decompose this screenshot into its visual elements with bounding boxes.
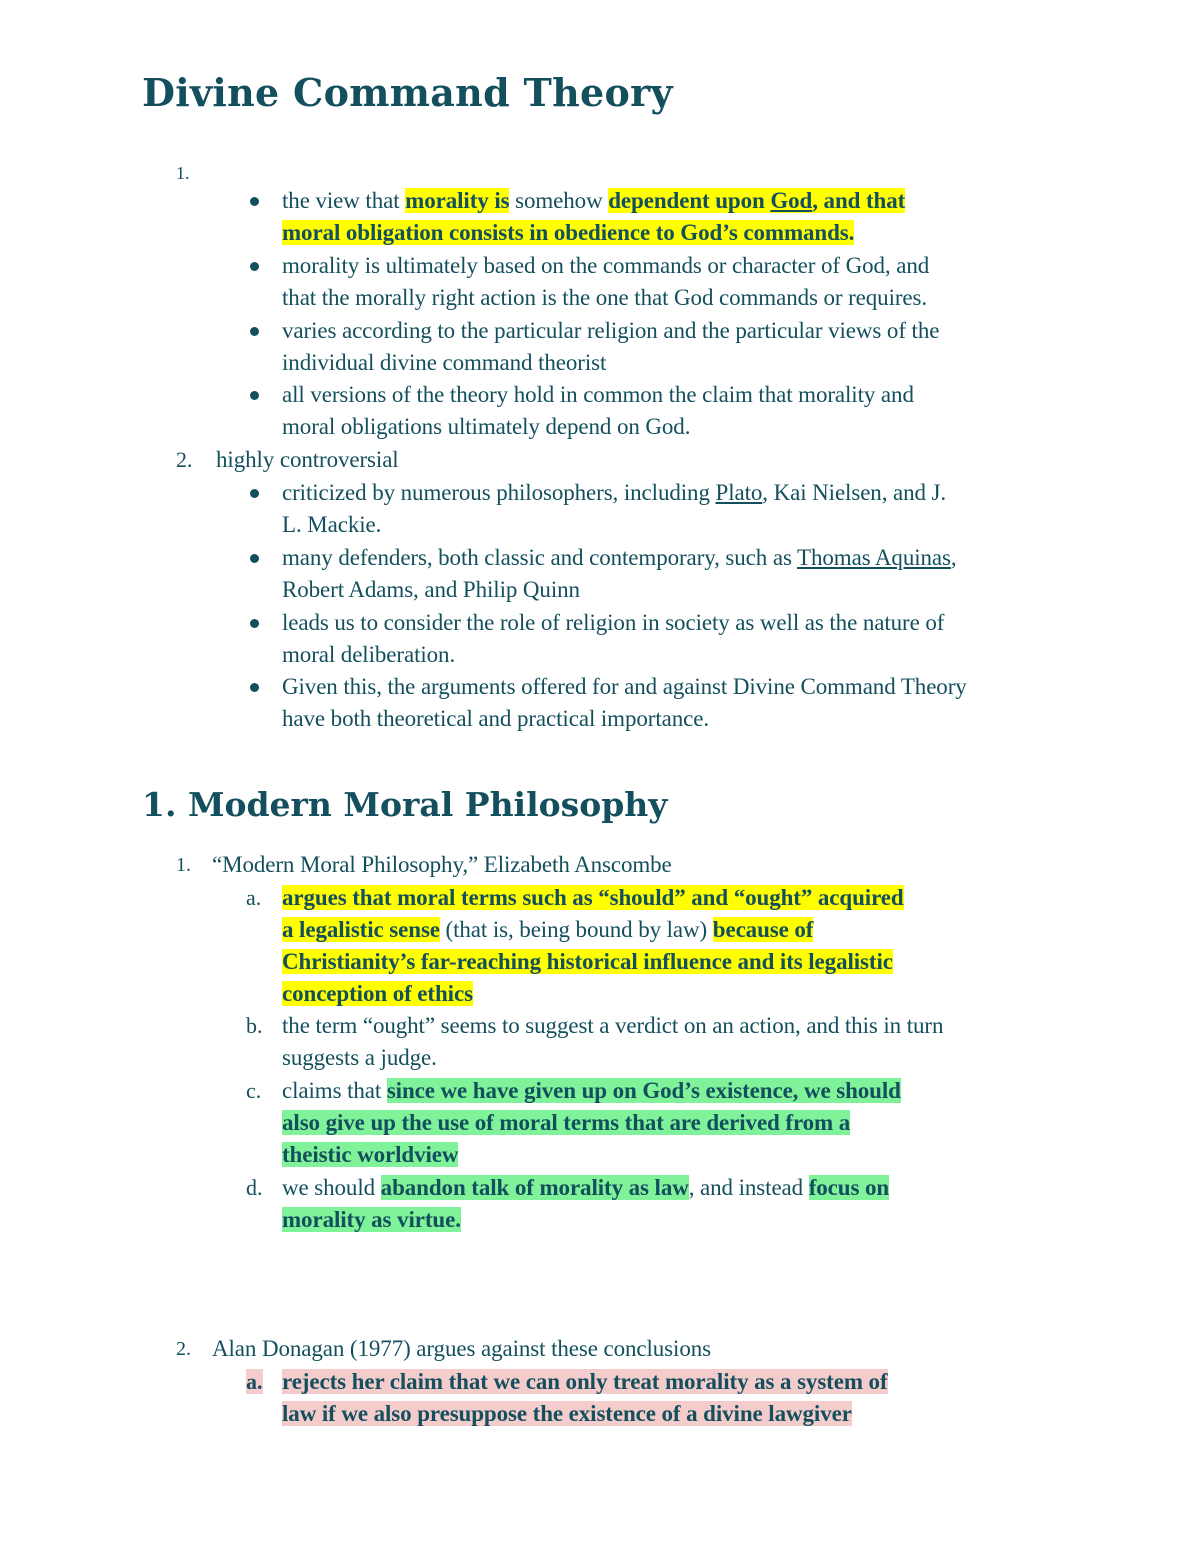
list-item-line: rejects her claim that we can only treat morality as a system of [282, 1369, 888, 1394]
list-item-line: conception of ethics [282, 981, 473, 1006]
list-item-line: suggests a judge. [282, 1045, 437, 1070]
list-marker: 2. [176, 447, 193, 472]
list-item-line: theistic worldview [282, 1142, 459, 1167]
god-link[interactable]: God [770, 188, 813, 213]
list-item-text: “Modern Moral Philosophy,” Elizabeth Anscombe [212, 852, 672, 877]
list-item-line: the term “ought” seems to suggest a verdict on an action, and this in turn [282, 1013, 944, 1038]
bullet-icon [250, 554, 259, 563]
list-item-line: all versions of the theory hold in common the claim that morality and [282, 382, 914, 407]
list-item-line: Christianity’s far-reaching historical influence and its legalistic [282, 949, 893, 974]
list-item-line: criticized by numerous philosophers, including Plato, Kai Nielsen, and J. [282, 480, 947, 505]
list-marker: c. [246, 1078, 262, 1103]
plato-link[interactable]: Plato [715, 480, 763, 505]
list-item-line: morality as virtue. [282, 1207, 461, 1232]
list-item-line: argues that moral terms such as “should” and “ought” acquired [282, 885, 904, 910]
list-item-line: a legalistic sense (that is, being bound by law) because of [282, 917, 814, 942]
list-item-line: L. Mackie. [282, 512, 382, 537]
list-marker: 2. [176, 1338, 191, 1360]
list-item-line: moral obligation consists in obedience to God’s commands. [282, 220, 855, 245]
list-item-line: we should abandon talk of morality as law, and instead focus on [282, 1175, 890, 1200]
bullet-icon [250, 489, 259, 498]
list-item-line: individual divine command theorist [282, 350, 607, 375]
list-item-line: moral obligations ultimately depend on God. [282, 414, 691, 439]
list-item-line: law if we also presuppose the existence of a divine lawgiver [282, 1401, 852, 1426]
list-item-line: moral deliberation. [282, 642, 456, 667]
list-marker: d. [246, 1175, 263, 1200]
list-marker: a. [246, 1369, 263, 1394]
bullet-icon [250, 262, 259, 271]
bullet-icon [250, 391, 259, 400]
list-marker: a. [246, 885, 262, 910]
list-item-line: morality is ultimately based on the commands or character of God, and [282, 253, 930, 278]
list-marker: 1. [176, 163, 190, 183]
list-item-text: highly controversial [216, 447, 399, 472]
list-item-line: that the morally right action is the one that God commands or requires. [282, 285, 928, 310]
list-item-text: Alan Donagan (1977) argues against these conclusions [212, 1336, 711, 1361]
bullet-icon [250, 327, 259, 336]
list-item-line: many defenders, both classic and contemporary, such as Thomas Aquinas, [282, 545, 957, 570]
list-item-line: the view that morality is somehow dependent upon God, and that [282, 188, 906, 213]
bullet-icon [250, 197, 259, 206]
list-marker: 1. [176, 854, 191, 876]
document-title: Divine Command Theory [142, 70, 673, 115]
list-item-line: claims that since we have given up on God’s existence, we should [282, 1078, 901, 1103]
section-heading: 1. Modern Moral Philosophy [142, 785, 668, 824]
list-item-line: have both theoretical and practical importance. [282, 706, 709, 731]
bullet-icon [250, 683, 259, 692]
list-item-line: also give up the use of moral terms that are derived from a [282, 1110, 851, 1135]
list-item-line: leads us to consider the role of religion in society as well as the nature of [282, 610, 945, 635]
thomas-aquinas-link[interactable]: Thomas Aquinas [797, 545, 951, 570]
list-item-line: Robert Adams, and Philip Quinn [282, 577, 580, 602]
list-item-line: Given this, the arguments offered for and against Divine Command Theory [282, 674, 967, 699]
list-marker: b. [246, 1013, 263, 1038]
list-item-line: varies according to the particular religion and the particular views of the [282, 318, 940, 343]
bullet-icon [250, 619, 259, 628]
